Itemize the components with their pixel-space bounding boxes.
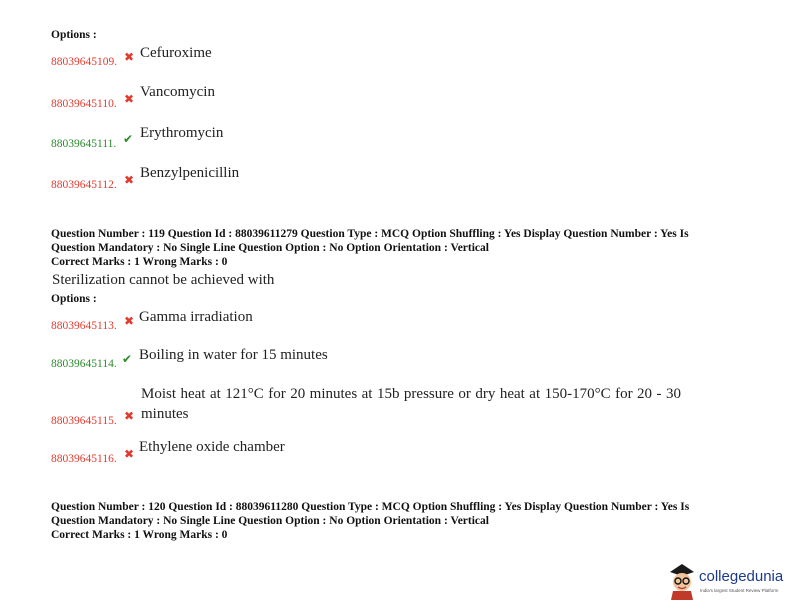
- logo-tagline: India's largest Student Review Platform: [700, 588, 779, 593]
- option-row: [51, 449, 117, 467]
- wrong-mark-icon: ✖: [124, 409, 135, 423]
- question-marks: Correct Marks : 1 Wrong Marks : 0: [51, 256, 228, 268]
- question-header-line: Question Number : 119 Question Id : 88039611279 Question Type : MCQ Option Shuffling : Yes Display Question Number : Yes Is: [51, 228, 689, 240]
- wrong-mark-icon: ✖: [124, 447, 135, 461]
- question-header: [51, 500, 741, 528]
- option-id: 88039645116.: [51, 453, 117, 465]
- option-row: [51, 94, 117, 112]
- option-id: 88039645114.: [51, 358, 117, 370]
- option-row: [51, 316, 117, 334]
- check-mark-icon: ✔: [122, 352, 133, 366]
- wrong-mark-icon: ✖: [124, 92, 135, 106]
- option-row: [51, 52, 117, 70]
- option-row: [51, 411, 117, 429]
- option-row: [51, 354, 117, 372]
- option-text: Ethylene oxide chamber: [139, 439, 285, 455]
- option-text: Moist heat at 121°C for 20 minutes at 15b pressure or dry heat at 150-170°C for 20 - 30 minutes: [141, 386, 681, 422]
- option-text: Boiling in water for 15 minutes: [139, 347, 328, 363]
- collegedunia-logo: [666, 558, 788, 602]
- wrong-mark-icon: ✖: [124, 50, 135, 64]
- option-row: [51, 134, 116, 152]
- option-text: Vancomycin: [140, 84, 215, 100]
- option-id: 88039645113.: [51, 320, 117, 332]
- question-header: [51, 227, 741, 255]
- question-header-line: Question Number : 120 Question Id : 88039611280 Question Type : MCQ Option Shuffling : Yes Display Question Number : Yes Is: [51, 501, 690, 513]
- question-header-line: Question Mandatory : No Single Line Question Option : No Option Orientation : Vertical: [51, 242, 489, 254]
- option-id: 88039645111.: [51, 138, 117, 150]
- question-header-line: Question Mandatory : No Single Line Question Option : No Option Orientation : Vertical: [51, 515, 489, 527]
- option-text: Benzylpenicillin: [140, 165, 240, 181]
- options-label: Options :: [51, 29, 97, 41]
- option-text: Cefuroxime: [140, 45, 212, 61]
- question-marks: Correct Marks : 1 Wrong Marks : 0: [51, 529, 228, 541]
- wrong-mark-icon: ✖: [124, 314, 135, 328]
- options-label: Options :: [51, 293, 97, 305]
- option-id: 88039645112.: [51, 179, 117, 191]
- option-id: 88039645115.: [51, 415, 117, 427]
- logo-wordmark: collegedunia: [699, 568, 784, 585]
- option-id: 88039645110.: [51, 98, 117, 110]
- option-id: 88039645109.: [51, 56, 118, 68]
- option-text: Gamma irradiation: [139, 309, 253, 325]
- question-text: Sterilization cannot be achieved with: [52, 272, 275, 288]
- mascot-icon: [666, 560, 698, 600]
- check-mark-icon: ✔: [123, 132, 134, 146]
- option-text: Erythromycin: [140, 125, 224, 141]
- wrong-mark-icon: ✖: [124, 173, 135, 187]
- option-row: [51, 175, 117, 193]
